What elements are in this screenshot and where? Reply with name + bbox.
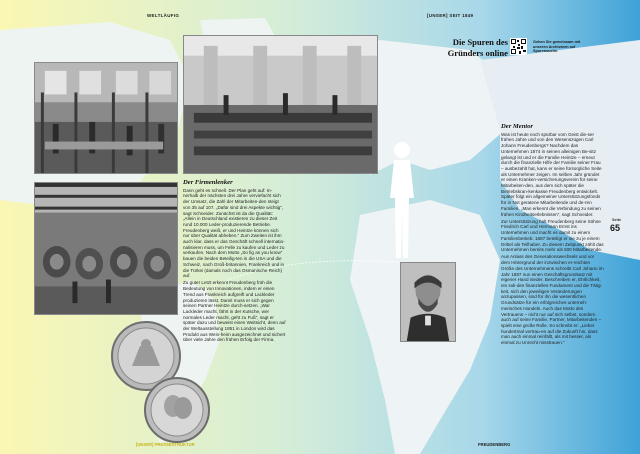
qr-code-icon[interactable] — [510, 38, 527, 55]
paragraph: Zur Unterstützung holt Freudenberg seine Söhne Friedrich Carl und Hermann Ernst ins Unternehmen und macht es damit zu einem Familienbetrieb: 1887 beteiligt er sie zu je einem Drittel als Teilhaber. Zu diesem Zeitpunkt zählt das Unternehmen bereits mehr als 500 Mitarbeitende. — [501, 218, 604, 253]
page-number: 65 — [610, 223, 621, 233]
paragraph: Dann geht es schnell. Der Plan geht auf: In-nerhalb der nächsten drei Jahre verviefacht sich der Umsatz, die Zahl der Mitarbeiten-den steigt von 35 auf 107. „Dafür sind drei Aspekte wichtig“, sagt Schneider. Zunächst ist da die Qualität: „Allein in Deutschland existieren zu dieser Zeit rund 10.000 Leder-produzierende Betriebe. Freudenberg weiß, er und Heintze können sich nur über Qualität abheben.“ Zum Zweiten ist ihm auch klar, dass er das Geschäft schnell internatio-nalisieren muss, um Felle zu kaufen und Leder zu verkaufen. Nach dem Motto „So fig as you know“ bauen die beiden Beteilig-ten in die USA und die Schweiz, nach Groß-britannien, Frankreich und in die Türkei (damals noch das Osmanische Reich) auf. — [183, 187, 285, 279]
footer-left: [UNSER] PRESSESTRUKTUR — [136, 442, 195, 447]
medal-portrait-icon — [143, 376, 211, 444]
online-teaser-line2: Gründers online — [447, 47, 508, 58]
section-header-left: WELTLÄUFIG — [147, 13, 180, 18]
heading-mentor: Der Mentor — [501, 123, 534, 130]
online-teaser-line1: Die Spuren des — [452, 37, 508, 47]
paragraph: Zu guter Letzt erkennt Freudenberg früh die Bedeutung von Innovationen, indem er einen Trend aus Frankreich aufgreift und Lackleder produzieren lässt. Damit muss er sich gegen seinen Partner Heintze durch-setzen. „War Lackleder macht, fährt in der Kutsche, wer normales Leder macht, geht zu Fuß“, sagt er später dazu und beweist einen Weitsicht, denn auf der Weltausstellung 1851 in London wird das Produkt aus Wein-heim ausgezeichnet und sichert über viele Jahre den frühen Erfolg der Firma. — [183, 280, 286, 343]
online-teaser-title — [396, 37, 508, 58]
paragraph: Was ist heute noch spürbar vom Geist die-ser frühen Jahre und von den Wesenszügen Carl Johann Freudenbergs? Nachdem das Unternehmen 1874 in seinen alleinigen Be-sitz gelangt ist und er die Familie Heintze – erneut durch die finanzielle Hilfe der Familie seiner Frau – ausbezahlt hat, kann er seine fürsorgliche Seite als Unternehmer zeigen. Im selben Jahr gründet er einen Kranken-versicherungsverein für seine Mitarbeiten-den, aus dem sich später die Betriebskran-kenkasse Freudenberg entwickelt. Später folgt ein allgemeiner Unterstützungsfonds für in Not geratene Mitarbeitende und de-ren Familien. „Man erkennt die Verbindung zu seinen frühen Kindheitserlebnissen“, sagt Schneider. — [501, 131, 602, 217]
portrait-founder — [400, 262, 456, 342]
article-column-right — [501, 124, 604, 347]
section-header-right: [UNSER] SEIT 1849 — [427, 13, 474, 18]
photo-tannery-drums — [34, 182, 178, 315]
paragraph: Aus Anlass des Generationswechsels und vor dem Hintergrund der inzwischen er-reichten Größe des Unternehmens schreibt Carl Johann im Jahr 1887 nun einen Geschäftsgrundsatz mit eigener Hand nieder. Beschreiben er, Ehrlichkeit, ein soli-des finanzielles Fundament und die Tätig-keit, sich den jeweiligen Veränderungen anzupassen, sind für ihn die wesentlichen Grundsätze für ein erfolgreiches unterneh-merisches Handeln. Auch das Motto des Vertrauens – nicht nur auf sich selbst, sondern auch auf seine Familie, Partner, Mitarbeitenden – spielt eine große Rolle. So schreibt er: „Lieber hundertmal vertrau-en auf die Zukunft hin, dass man auch einmal reinfällt, als mit besser, als einmal zu Unrecht misstrauen.“ — [501, 254, 604, 346]
qr-caption: Gehen Sie gemeinsam mit unseren Archivaren auf Spurensuche. — [533, 40, 581, 54]
heading-firmenlenker: Der Firmenlenker — [183, 179, 233, 186]
photo-factory-hall — [183, 35, 378, 174]
article-column-left — [183, 180, 286, 345]
person-silhouette-icon — [382, 140, 422, 260]
photo-workshop-interior — [34, 62, 178, 174]
page-label: Seite — [612, 218, 622, 222]
footer-brand-logo: FREUDENBERG — [478, 442, 511, 447]
